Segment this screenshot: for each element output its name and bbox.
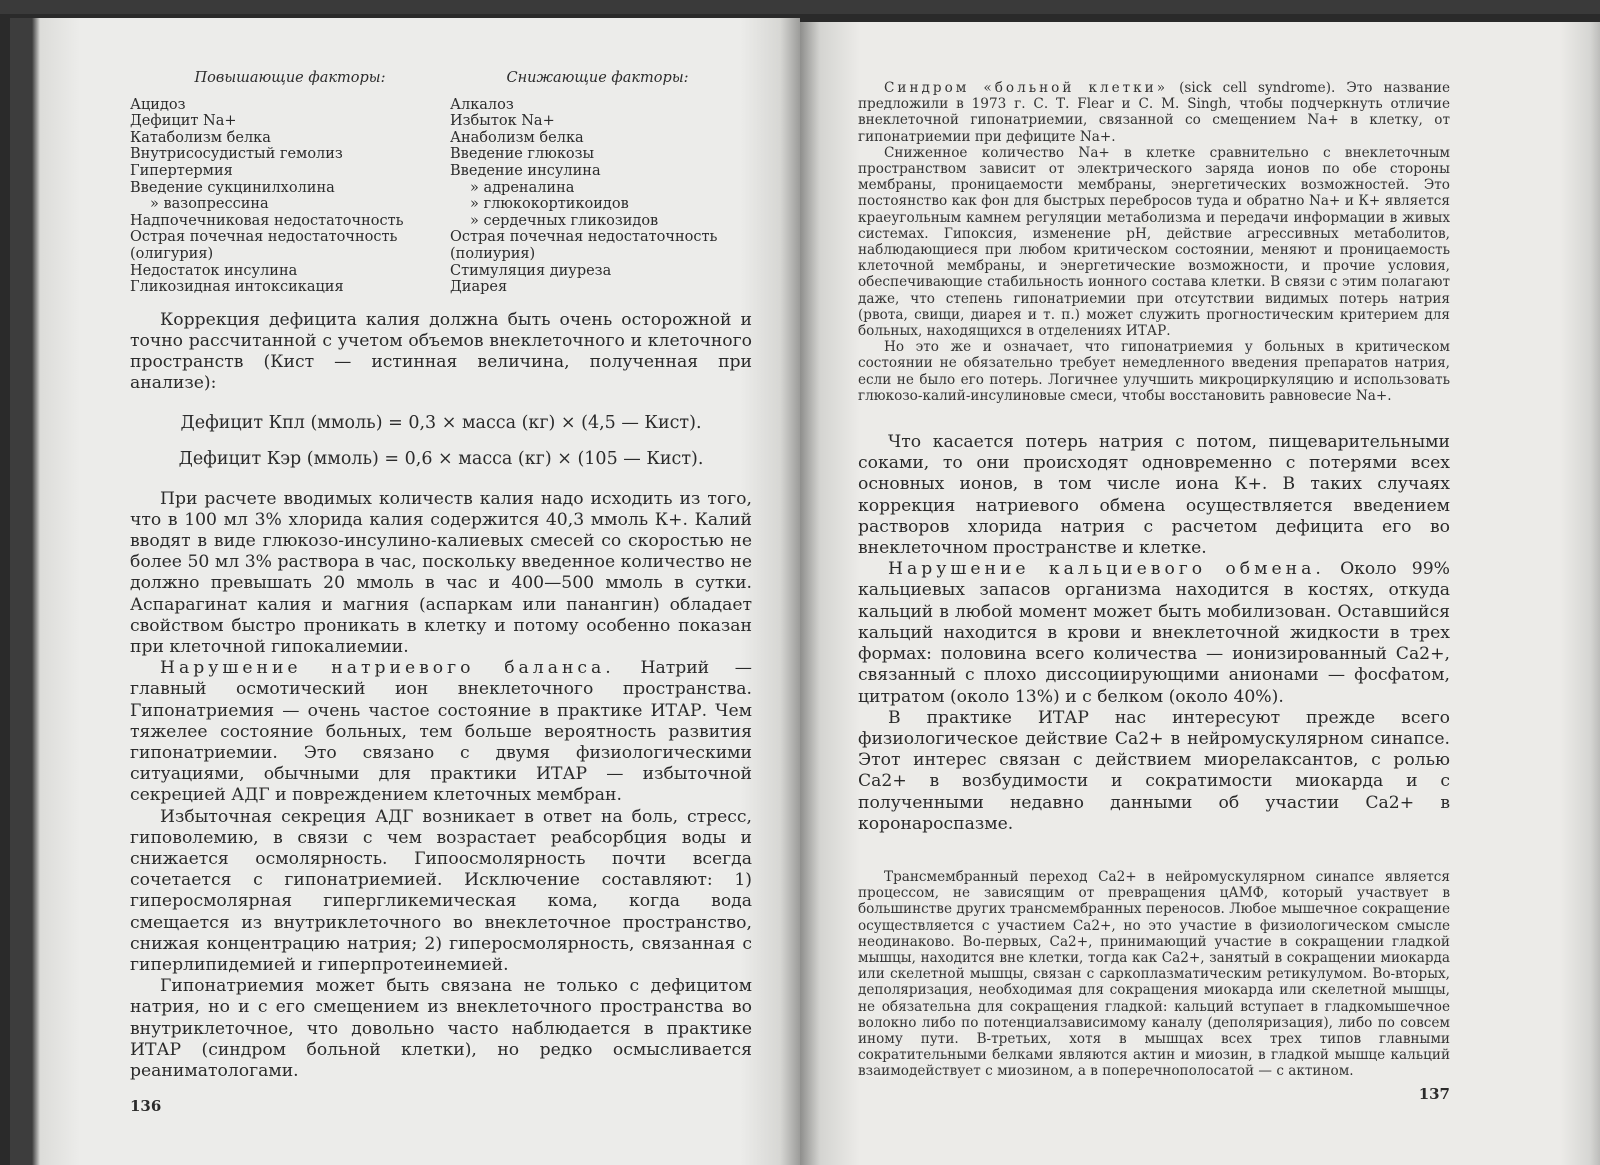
paragraph: Но это же и означает, что гипонатриемия у больных в критическом состоянии не обязательно требует немедленного введения препаратов натрия, если не было его потерь. Логичнее улучшить микроциркуляцию и использовать глюкозо-калий-инсулиновые смеси, чтобы восстановить равновесие Na+. <box>858 339 1450 404</box>
formula-erythrocyte: Дефицит Кэр (ммоль) = 0,6 × масса (кг) × (105 — Кист). <box>178 448 704 469</box>
raising-factors-header: Повышающие факторы: <box>194 70 386 86</box>
right-small-text-bottom <box>858 869 1450 1080</box>
factor-item: Алкалоз <box>450 96 514 113</box>
factor-item: Дефицит Na+ <box>130 113 237 130</box>
section-heading: Синдром «больной клетки» <box>884 80 1169 96</box>
right-small-text-top <box>858 80 1450 404</box>
right-page <box>800 22 1600 1165</box>
factor-item: Введение сукцинилхолина <box>130 179 335 196</box>
factor-item: Острая почечная недостаточность (олигурия) <box>130 229 398 262</box>
factor-item: Введение глюкозы <box>450 146 595 163</box>
section-heading: Нарушение кальциевого обмена. <box>888 559 1325 580</box>
paragraph: В практике ИТАР нас интересуют прежде всего физиологическое действие Са2+ в нейромускулярном синапсе. Этот интерес связан с действием миорелаксантов, с ролью Са2+ в возбудимости и сократимости миокарда и с полученными недавно данными об участии Са2+ в коронароспазме. <box>858 707 1450 834</box>
paragraph: Коррекция дефицита калия должна быть очень осторожной и точно рассчитанной с учетом объемов внеклеточного и клеточного пространств (Кист — истинная величина, полученная при анализе): <box>130 309 752 394</box>
paragraph <box>858 559 1450 707</box>
factor-item: Введение инсулина <box>450 162 601 179</box>
paragraph <box>858 80 1450 145</box>
paragraph: Избыточная секреция АДГ возникает в ответ на боль, стресс, гиповолемию, в связи с чем возрастает реабсорбция воды и снижается осмолярность. Гипоосмолярность почти всегда сочетается с гипонатриемией. Исключение составляют: 1) гиперосмолярная гипергликемическая кома, когда вода смещается из внутриклеточного во внеклеточное пространство, снижая концентрацию натрия; 2) гиперосмолярность, связанная с гиперлипидемией и гиперпротеинемией. <box>130 806 752 975</box>
page-number: 137 <box>1418 1085 1450 1103</box>
factor-item: Внутрисосудистый гемолиз <box>130 146 343 163</box>
paragraph: Сниженное количество Na+ в клетке сравнительно с внеклеточным пространством зависит от электрического заряда ионов по обе стороны мембраны, проницаемости мембраны, энергетических возможностей. Это постоянство как фон для быстрых перебросов туда и обратно Na+ и К+ является краеугольным камнем регуляции метаболизма и передачи информации в живых системах. Гипоксия, изменение pH, действие агрессивных метаболитов, наблюдающиеся при любом критическом состоянии, меняют и проницаемость клеточной мембраны, и энергетические возможности, и прочие условия, обеспечивающие стабильность ионного состава клетки. В связи с этим полагают даже, что степень гипонатриемии при отсутствии видимых потерь натрия (рвота, свищи, диарея и т. п.) может служить прогностическим критерием для больных, находящихся в отделениях ИТАР. <box>858 144 1450 340</box>
paragraph: Что касается потерь натрия с потом, пищеварительными соками, то они происходят одновременно с потерями всех основных ионов, в том числе иона К+. В таких случаях коррекция натриевого обмена осуществляется введением растворов хлорида натрия с расчетом дефицита его во внеклеточном пространстве и клетке. <box>858 432 1450 559</box>
factor-item: Диарея <box>450 279 508 296</box>
factor-item: Стимуляция диуреза <box>450 262 612 279</box>
factor-item: Недостаток инсулина <box>130 262 298 279</box>
factor-item: » сердечных гликозидов <box>470 212 659 229</box>
factor-item: » адреналина <box>470 179 575 196</box>
paragraph: При расчете вводимых количеств калия надо исходить из того, что в 100 мл 3% хлорида калия содержится 40,3 ммоль К+. Калий вводят в виде глюкозо-инсулино-калиевых смесей со скоростью не более 50 мл 3% раствора в час, поскольку введенное количество не должно превышать 20 ммоль в час и 400—500 ммоль в сутки. Аспарагинат калия и магния (аспаркам или панангин) обладает свойством быстро проникать в клетку и потому особенно показан при клеточной гипокалиемии. <box>130 488 752 657</box>
left-page <box>10 18 800 1165</box>
factor-item: » глюкокортикоидов <box>470 196 629 213</box>
paragraph: Гипонатриемия может быть связана не только с дефицитом натрия, но и с его смещением из внеклеточного пространства во внутриклеточное, что довольно часто наблюдается в практике ИТАР (синдром больной клетки), но редко осмысливается реаниматологами. <box>130 976 752 1082</box>
factor-item: Ацидоз <box>130 96 186 113</box>
paragraph-text: (sick cell syndrome). Это название предложили в 1973 г. С. Т. Flear и С. М. Singh, чтобы подчеркнуть отличие внеклеточной гипонатриемии, связанной со смещением Na+ в клетку, от гипонатриемии при дефиците Na+. <box>858 80 1451 145</box>
raising-factors-column <box>130 70 450 296</box>
formula-plasma: Дефицит Кпл (ммоль) = 0,3 × масса (кг) × (4,5 — Кист). <box>180 412 702 433</box>
paragraph-text: Натрий — главный осмотический ион внеклеточного пространства. Гипонатриемия — очень частое состояние в практике ИТАР. Чем тяжелее состояние больных, тем больше вероятность развития гипонатриемии. Это связано с двумя физиологическими ситуациями, обычными для практики ИТАР — избыточной секрецией АДГ и повреждением клеточных мембран. <box>130 658 752 806</box>
factor-item: » вазопрессина <box>150 196 269 213</box>
factor-item: Избыток Na+ <box>450 113 555 130</box>
right-main-text <box>858 432 1450 835</box>
factors-table <box>130 70 752 296</box>
lowering-factors-header: Снижающие факторы: <box>506 70 689 86</box>
lowering-factors-column <box>450 70 745 296</box>
left-main-text <box>130 310 752 1083</box>
factor-item: Анаболизм белка <box>450 129 584 146</box>
paragraph-text: Около 99% кальциевых запасов организма находится в костях, откуда кальций в любой момент может быть мобилизован. Оставшийся кальций находится в крови и внеклеточной жидкости в трех формах: половина всего количества — ионизированный Са2+, связанный с плохо диссоциирующими анионами — фосфатом, цитратом (около 13%) и с белком (около 40%). <box>858 559 1450 707</box>
factor-item: Катаболизм белка <box>130 129 271 146</box>
factor-item: Острая почечная недостаточность (полиурия) <box>450 229 718 262</box>
page-number: 136 <box>130 1097 162 1115</box>
factor-item: Надпочечниковая недостаточность <box>130 212 404 229</box>
factor-item: Гипертермия <box>130 162 233 179</box>
paragraph <box>130 658 752 806</box>
factor-item: Гликозидная интоксикация <box>130 279 344 296</box>
section-heading: Нарушение натриевого баланса. <box>160 658 615 679</box>
paragraph: Трансмембранный переход Са2+ в нейромускулярном синапсе является процессом, не зависящим от превращения цАМФ, который участвует в большинстве других трансмембранных переносов. Любое мышечное сокращение осуществляется с участием Са2+, но это участие в физиологическом смысле неодинаково. Во-первых, Са2+, принимающий участие в сокращении гладкой мышцы, находится вне клетки, тогда как Са2+, занятый в сокращении миокарда или скелетной мышцы, связан с саркоплазматическим ретикулумом. Во-вторых, деполяризация, необходимая для сокращения миокарда или скелетной мышцы, не обязательна для сокращения гладкой: кальций вступает в гладкомышечное волокно либо по потенциалзависимому каналу (деполяризация), либо по совсем иному пути. В-третьих, хотя в мышцах всех трех типов главными сократительными белками являются актин и миозин, в гладкой мышце кальций взаимодействует с миозином, а в поперечнополосатой — с актином. <box>858 868 1450 1080</box>
